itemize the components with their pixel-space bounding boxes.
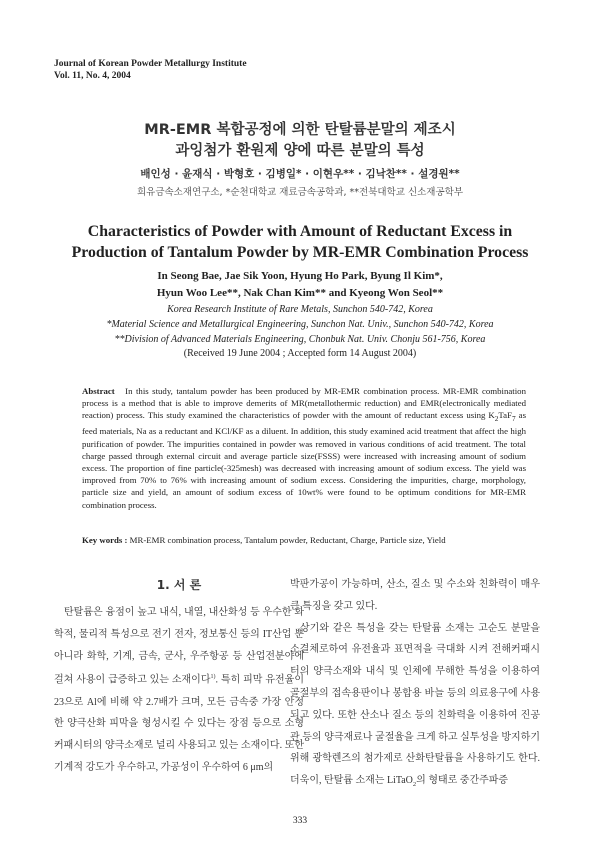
korean-affiliation: 희유금속소재연구소, *순천대학교 재료금속공학과, **전북대학교 신소재공학부 [136, 187, 464, 198]
korean-title [0, 120, 600, 162]
right-sub-2: 2 [412, 781, 417, 789]
english-authors-line2: Hyun Woo Lee**, Nak Chan Kim** and Kyeong Won Seol** [156, 287, 444, 299]
journal-header [54, 58, 247, 82]
english-title-line1: Characteristics of Powder with Amount of Reductant Excess in [87, 223, 513, 240]
english-authors [0, 268, 600, 302]
left-text-b: . 특히 피막 유전율이 23으로 Al에 비해 약 2.7배가 크며, 모든 금속중 가장 안정한 양극산화 피막을 형성시킬 수 있다는 장점 등으로 소형 커패시터의 양극소재로 널리 사용되고 있는 소재이다. 또한 기계적 강도가 우수하고, 가공성이 우수하여 6 μm의 [54, 674, 305, 773]
english-affiliations [0, 302, 600, 347]
korean-title-line1: MR-EMR 복합공정에 의한 탄탈륨분말의 제조시 [144, 122, 456, 138]
affiliation-2: *Material Science and Metallurgical Engineering, Sunchon Nat. Univ., Sunchon 540-742, Korea [106, 319, 494, 330]
abstract-text-c: as feed materials, Na as a reductant and KCl/KF as a diluent. In addition, this study examined acid treatment that affect the high purification of powder. The impurities contained in powder was removed in various conditions of acid treatment. The total charge passed through external circuit and average particle size(FSSS) were increased with increasing amount of sodium excess. The proportion of fine particle(-325mesh) was decreased with increasing amount of sodium excess. The yield was improved from 70% to 76% with increasing amount of sodium excess. Considering the impurities, charge, morphology, particle size and yield, an amount of sodium excess of 10wt% were found to be optimum conditions for MR-EMR combination process. [82, 410, 526, 510]
abstract-text-b: TaF [498, 410, 512, 421]
body-column-left [54, 574, 304, 779]
english-title-line2: Production of Tantalum Powder by MR-EMR Combination Process [71, 244, 529, 261]
right-text-b: 의 형태로 중간주파증 [416, 775, 509, 787]
received-dates: (Received 19 June 2004 ; Accepted form 14 August 2004) [183, 348, 417, 359]
affiliation-1: Korea Research Institute of Rare Metals, Sunchon 540-742, Korea [167, 304, 433, 315]
journal-volume: Vol. 11, No. 4, 2004 [54, 71, 131, 81]
keywords [82, 534, 526, 546]
paragraph [290, 618, 540, 796]
abstract-text-a: In this study, tantalum powder has been produced by MR-EMR combination process. MR-EMR combination process is a method that is able to improve demerits of MR(metallothermic reduction) and EMR(electronically mediated reaction) process. This study examined the characteristics of powder with the amount of reductant excess using K [82, 386, 526, 421]
paragraph [54, 602, 304, 779]
korean-title-line2: 과잉첨가 환원제 양에 따른 분말의 특성 [175, 143, 425, 159]
abstract [82, 385, 526, 511]
body-column-right [290, 574, 540, 796]
korean-authors: 배인성 · 윤재식 · 박형호 · 김병일* · 이현우** · 김낙찬** · 설경원** [140, 168, 460, 180]
keywords-label: Key words : [82, 535, 128, 545]
section-heading: 1. 서 론 [156, 578, 202, 592]
english-title [0, 221, 600, 263]
right-text-a: 상기와 같은 특성을 갖는 탄탈륨 소재는 고순도 분말을 소결체로하여 유전율과 표면적을 극대화 시켜 전해커패시터의 양극소재와 내식 및 인체에 무해한 특성을 이용하여 골절부의 접속용판이나 봉합용 바늘 등의 의료용구에 사용되고 있다. 또한 산소나 질소 등의 친화력을 이용하여 진공관 등의 양극재료나 굴절율을 크게 하고 실투성을 방지하기 위해 광학렌즈의 첨가제로 산화탄탈륨을 사용하기도 한다. 더욱이, 탄탈륨 소재는 LiTaO [290, 622, 540, 787]
abstract-label: Abstract [82, 386, 115, 396]
page-number: 333 [292, 816, 308, 826]
english-authors-line1: In Seong Bae, Jae Sik Yoon, Hyung Ho Park, Byung Il Kim*, [157, 270, 443, 282]
paragraph: 박판가공이 가능하며, 산소, 질소 및 수소와 친화력이 매우 큰 특징을 갖고 있다. [290, 579, 540, 612]
affiliation-3: **Division of Advanced Materials Engineering, Chonbuk Nat. Univ. Chonju 561-756, Korea [114, 334, 486, 345]
left-text-a: 탄탈륨은 융점이 높고 내식, 내열, 내산화성 등 우수한 화학적, 물리적 특성으로 전기 전자, 정보통신 등의 IT산업 뿐 아니라 화학, 기계, 금속, 군사, 우주항공 등 산업전분야에 걸쳐 사용이 급증하고 있는 소재이다 [54, 607, 304, 686]
abstract-sub-7: 7 [511, 414, 516, 424]
keywords-text: MR-EMR combination process, Tantalum powder, Reductant, Charge, Particle size, Yield [129, 535, 446, 545]
abstract-sub-2: 2 [494, 414, 499, 424]
journal-name: Journal of Korean Powder Metallurgy Institute [54, 59, 247, 69]
reference-marker: 1) [210, 674, 216, 681]
